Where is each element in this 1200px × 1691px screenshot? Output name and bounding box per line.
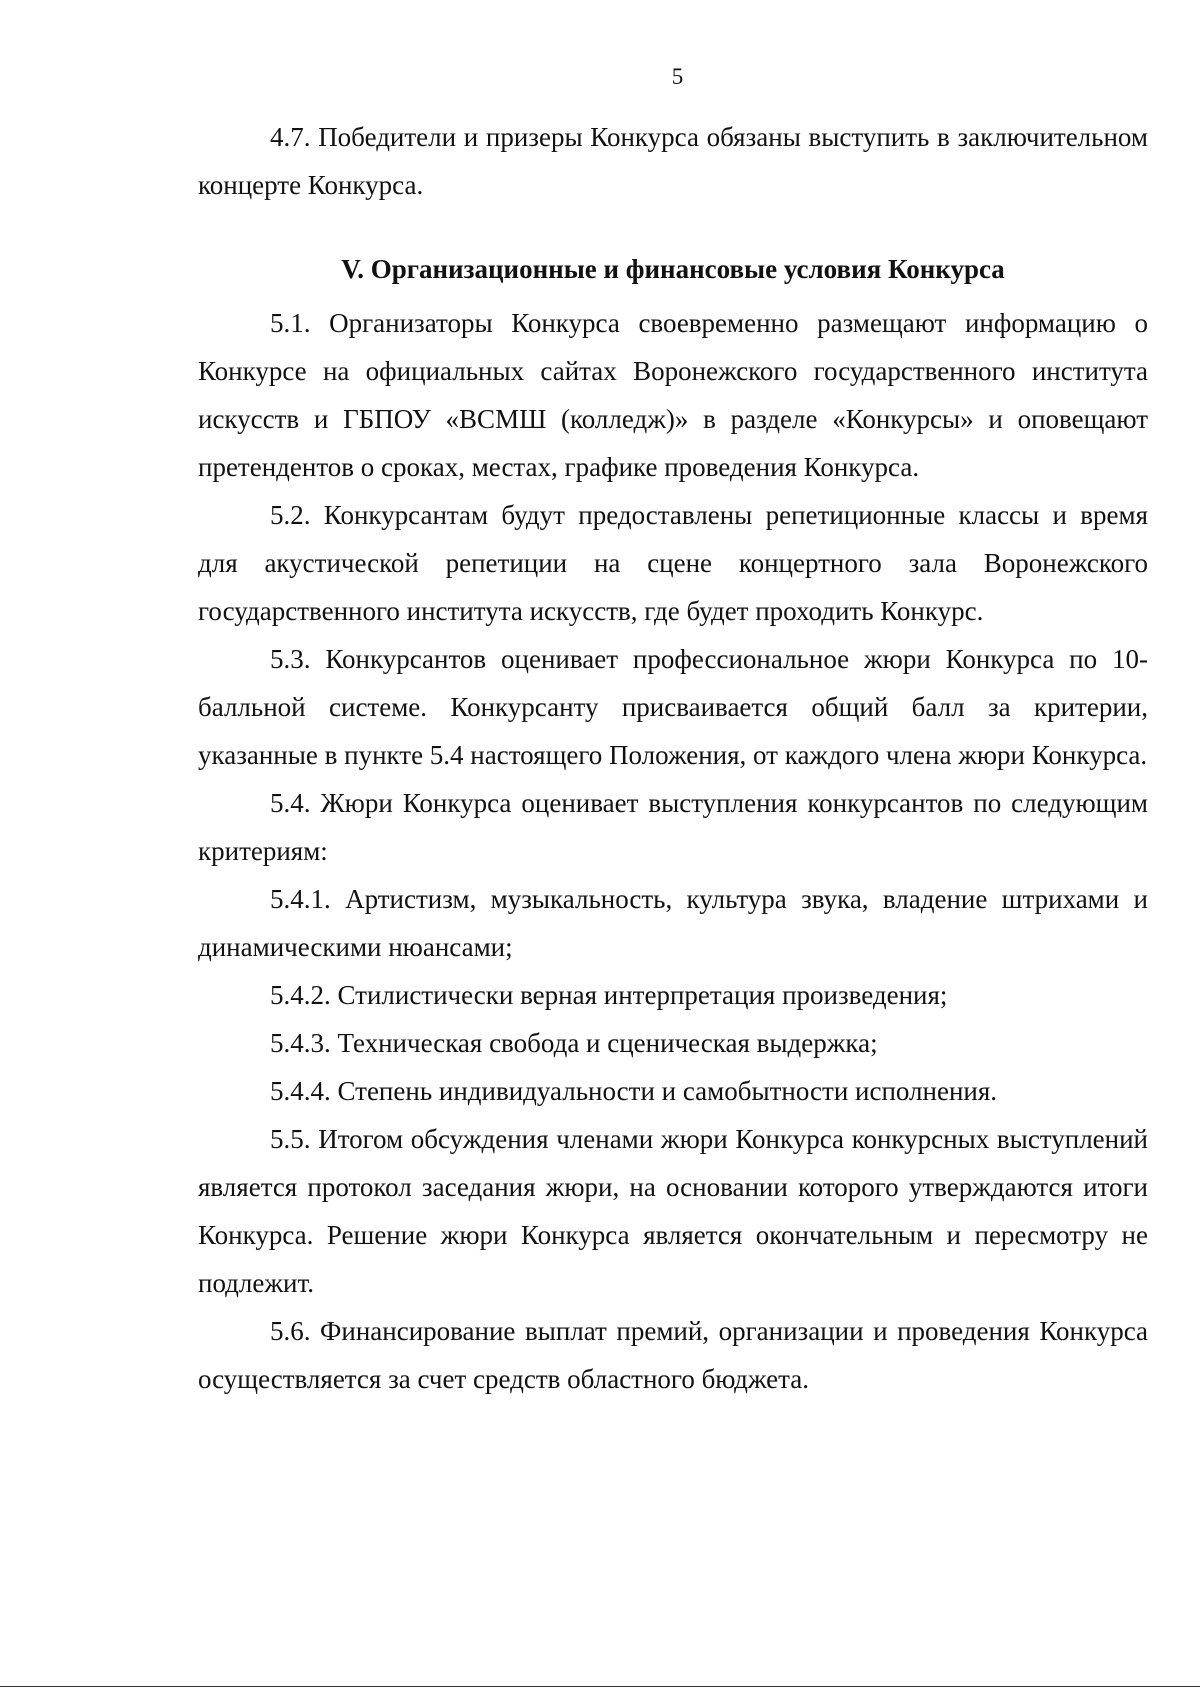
scan-edge-line	[0, 1686, 1200, 1687]
paragraph-5-3: 5.3. Конкурсантов оценивает профессиональное жюри Конкурса по 10-балльной системе. Конкурсанту присваивается общий балл за критерии, указанные в пункте 5.4 настоящего Положения, от каждого члена жюри Конкурса.	[198, 644, 1148, 770]
paragraph-5-5: 5.5. Итогом обсуждения членами жюри Конкурса конкурсных выступлений является протокол заседания жюри, на основании которого утверждаются итоги Конкурса. Решение жюри Конкурса является окончательным и пересмотру не подлежит.	[198, 1124, 1148, 1298]
page-number: 5	[671, 64, 684, 89]
paragraph-5-4-4: 5.4.4. Степень индивидуальности и самобытности исполнения.	[270, 1076, 998, 1106]
document-body	[198, 113, 1148, 1403]
paragraph-5-4: 5.4. Жюри Конкурса оценивает выступления конкурсантов по следующим критериям:	[198, 788, 1148, 866]
paragraph-5-4-1: 5.4.1. Артистизм, музыкальность, культура звука, владение штрихами и динамическими нюансами;	[198, 884, 1148, 962]
section-title: V. Организационные и финансовые условия Конкурса	[341, 254, 1005, 284]
paragraph-5-1: 5.1. Организаторы Конкурса своевременно размещают информацию о Конкурсе на официальных сайтах Воронежского государственного института искусств и ГБПОУ «ВСМШ (колледж)» в разделе «Конкурсы» и оповещают претендентов о сроках, местах, графике проведения Конкурса.	[198, 308, 1148, 482]
paragraph-5-2: 5.2. Конкурсантам будут предоставлены репетиционные классы и время для акустической репетиции на сцене концертного зала Воронежского государственного института искусств, где будет проходить Конкурс.	[198, 500, 1148, 626]
paragraph-5-4-3: 5.4.3. Техническая свобода и сценическая выдержка;	[270, 1028, 878, 1058]
paragraph-5-6: 5.6. Финансирование выплат премий, организации и проведения Конкурса осуществляется за счет средств областного бюджета.	[198, 1316, 1148, 1394]
paragraph-5-4-2: 5.4.2. Стилистически верная интерпретация произведения;	[270, 980, 948, 1010]
paragraph-4-7: 4.7. Победители и призеры Конкурса обязаны выступить в заключительном концерте Конкурса.	[198, 122, 1148, 200]
